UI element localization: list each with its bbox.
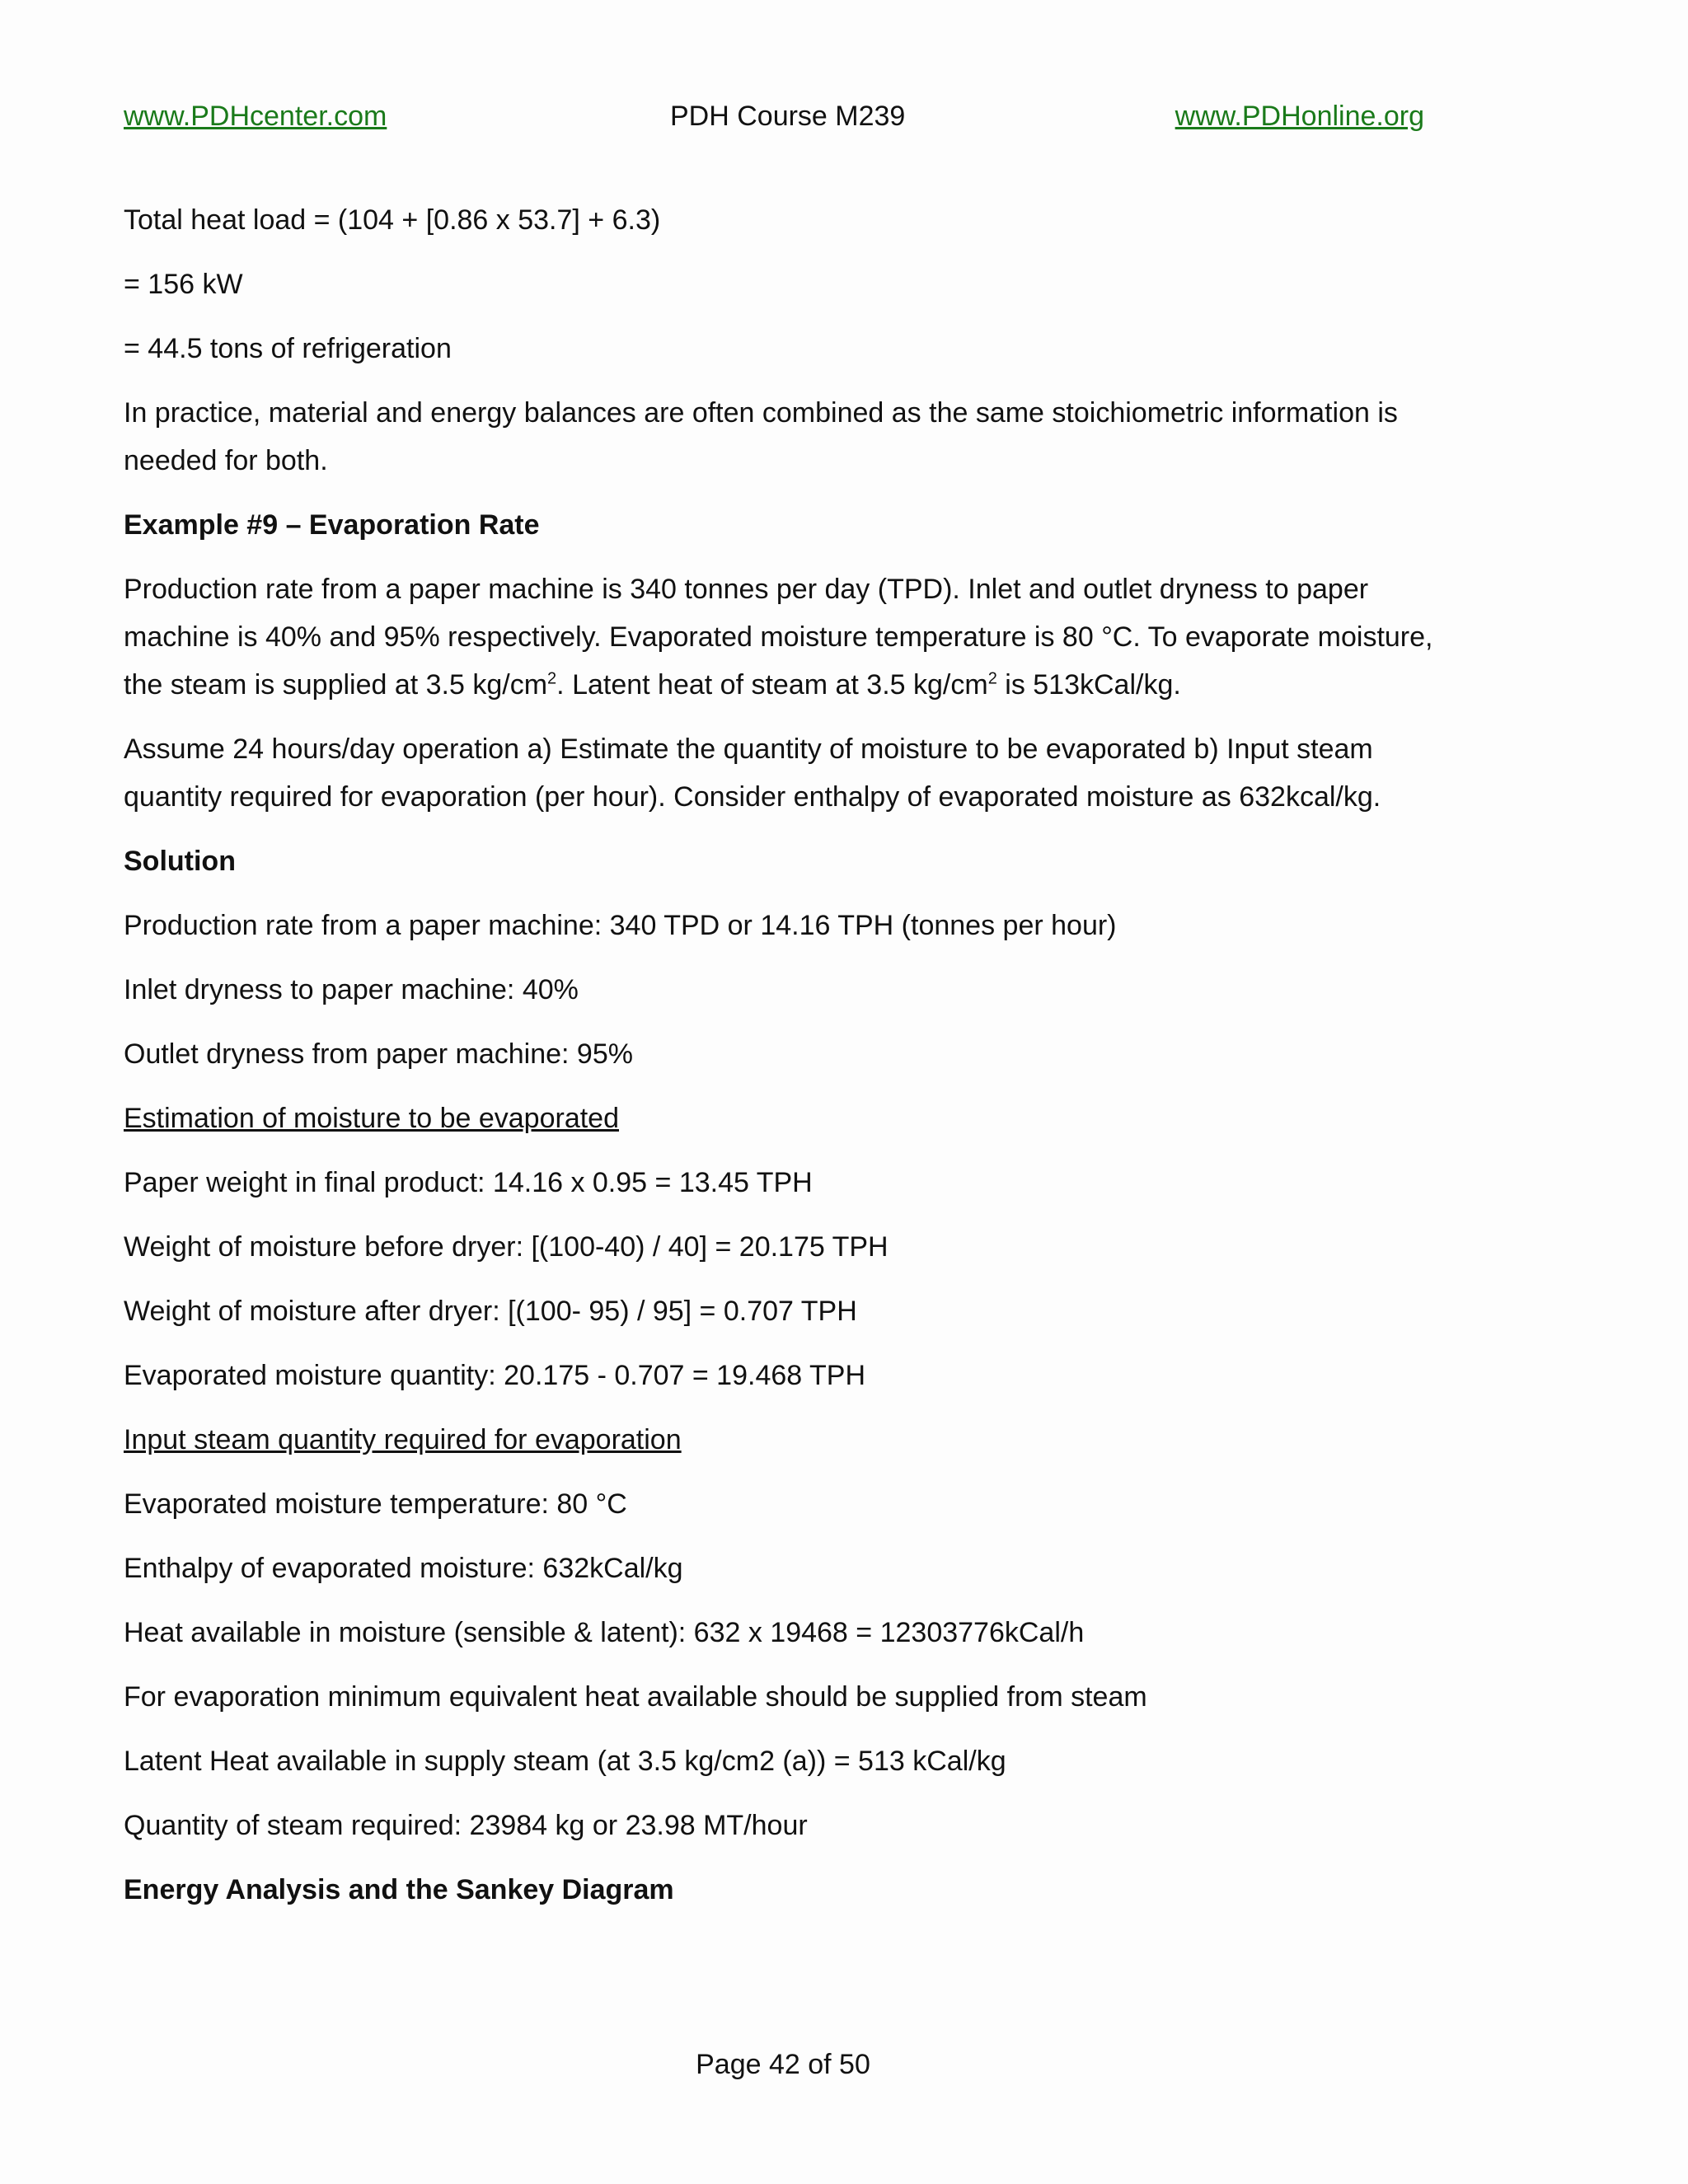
pdhonline-link[interactable]: www.PDHonline.org	[1175, 101, 1424, 132]
sankey-heading: Energy Analysis and the Sankey Diagram	[124, 1874, 674, 1905]
superscript-2: 2	[987, 669, 997, 688]
moisture-subheading: Estimation of moisture to be evaporated	[124, 1103, 619, 1134]
production-rate-line: Production rate from a paper machine: 340 TPD or 14.16 TPH (tonnes per hour)	[124, 910, 1117, 941]
example-heading: Example #9 – Evaporation Rate	[124, 509, 540, 541]
paper-weight-line: Paper weight in final product: 14.16 x 0.95 = 13.45 TPH	[124, 1167, 813, 1198]
page-content	[124, 196, 1434, 1930]
total-heat-load-line: Total heat load = (104 + [0.86 x 53.7] + 6.3)	[124, 204, 661, 236]
problem-paragraph-1	[124, 565, 1434, 709]
latent-heat-line: Latent Heat available in supply steam (at 3.5 kg/cm2 (a)) = 513 kCal/kg	[124, 1746, 1006, 1777]
steam-quantity-line: Quantity of steam required: 23984 kg or 23.98 MT/hour	[124, 1810, 808, 1841]
moisture-before-line: Weight of moisture before dryer: [(100-40) / 40] = 20.175 TPH	[124, 1231, 889, 1263]
result-tons-line: = 44.5 tons of refrigeration	[124, 333, 452, 364]
inlet-dryness-line: Inlet dryness to paper machine: 40%	[124, 974, 579, 1005]
moisture-after-line: Weight of moisture after dryer: [(100- 95) / 95] = 0.707 TPH	[124, 1296, 857, 1327]
minimum-heat-line: For evaporation minimum equivalent heat available should be supplied from steam	[124, 1681, 1147, 1713]
problem-text-a: Production rate from a paper machine is 340 tonnes per day (TPD). Inlet and outlet dryness to paper machine is 40% and 95% respectively. Evaporated moisture temperature is 80 °C. To evaporate moisture, the steam is supplied at 3.5 kg/cm	[124, 574, 1433, 701]
problem-paragraph-2: Assume 24 hours/day operation a) Estimate the quantity of moisture to be evaporated b) Input steam quantity required for evaporation (per hour). Consider enthalpy of evaporated moisture as 632kcal/kg.	[124, 733, 1381, 813]
steam-subheading: Input steam quantity required for evaporation	[124, 1424, 682, 1455]
page-header	[124, 97, 1424, 135]
solution-heading: Solution	[124, 846, 236, 877]
superscript-2: 2	[547, 669, 557, 688]
evaporation-temperature-line: Evaporated moisture temperature: 80 °C	[124, 1488, 627, 1520]
problem-text-b: . Latent heat of steam at 3.5 kg/cm	[556, 669, 988, 701]
heat-available-line: Heat available in moisture (sensible & latent): 632 x 19468 = 12303776kCal/h	[124, 1617, 1085, 1648]
result-kw-line: = 156 kW	[124, 269, 243, 300]
outlet-dryness-line: Outlet dryness from paper machine: 95%	[124, 1038, 633, 1070]
problem-text-c: is 513kCal/kg.	[996, 669, 1181, 701]
page-number: Page 42 of 50	[696, 2049, 870, 2080]
pdhcenter-link[interactable]: www.PDHcenter.com	[124, 101, 387, 132]
enthalpy-line: Enthalpy of evaporated moisture: 632kCal/kg	[124, 1553, 683, 1584]
evaporated-quantity-line: Evaporated moisture quantity: 20.175 - 0.707 = 19.468 TPH	[124, 1360, 866, 1391]
course-title: PDH Course M239	[670, 101, 906, 132]
practice-paragraph: In practice, material and energy balances are often combined as the same stoichiometric information is needed for both.	[124, 397, 1398, 476]
